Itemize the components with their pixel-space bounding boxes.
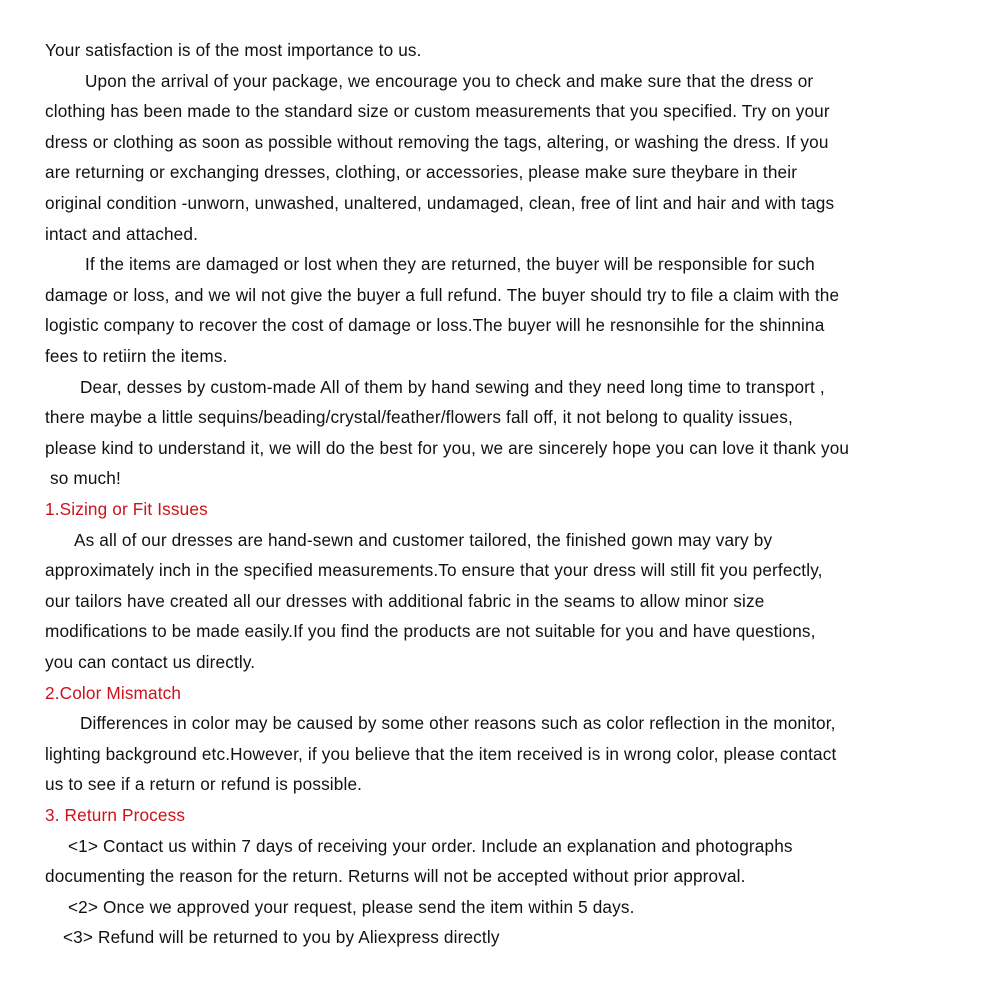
text-line: approximately inch in the specified measurements.To ensure that your dress will still fit you perfectly, — [45, 560, 823, 581]
text-line: so much! — [50, 468, 121, 489]
text-line: original condition -unworn, unwashed, unaltered, undamaged, clean, free of lint and hair and with tags — [45, 193, 835, 213]
text-line: are returning or exchanging dresses, clothing, or accessories, please make sure theybare in their — [45, 162, 798, 183]
text-line: damage or loss, and we wil not give the buyer a full refund. The buyer should try to file a claim with the — [45, 284, 840, 305]
text-line: logistic company to recover the cost of damage or loss.The buyer will he resnonsihle for the shinnina — [45, 315, 825, 336]
text-line: documenting the reason for the return. Returns will not be accepted without prior approval. — [45, 866, 746, 887]
text-line: <3> Refund will be returned to you by Aliexpress directly — [63, 927, 500, 948]
text-line: clothing has been made to the standard size or custom measurements that you specified. Try on your — [45, 101, 830, 122]
text-line: modifications to be made easily.If you find the products are not suitable for you and have questions, — [45, 621, 816, 642]
text-line: our tailors have created all our dresses with additional fabric in the seams to allow minor size — [45, 590, 765, 611]
section-heading: 3. Return Process — [45, 805, 186, 825]
text-line: As all of our dresses are hand-sewn and customer tailored, the finished gown may vary by — [74, 529, 773, 550]
text-line: Your satisfaction is of the most importance to us. — [45, 40, 422, 60]
text-line: dress or clothing as soon as possible without removing the tags, altering, or washing the dress. If you — [45, 131, 829, 152]
text-line: fees to retiirn the items. — [45, 346, 228, 366]
text-line: us to see if a return or refund is possible. — [45, 774, 363, 795]
text-line: Dear, desses by custom-made All of them by hand sewing and they need long time to transport , — [80, 376, 825, 397]
text-line: If the items are damaged or lost when they are returned, the buyer will be responsible for such — [85, 254, 815, 275]
text-line: intact and attached. — [45, 223, 199, 244]
text-line: <2> Once we approved your request, please send the item within 5 days. — [68, 896, 635, 917]
text-line: <1> Contact us within 7 days of receiving your order. Include an explanation and photographs — [68, 835, 793, 856]
section-heading: 2.Color Mismatch — [45, 682, 182, 703]
text-line: please kind to understand it, we will do the best for you, we are sincerely hope you can love it thank you — [45, 437, 850, 458]
text-line: there maybe a little sequins/beading/crystal/feather/flowers fall off, it not belong to quality issues, — [45, 407, 793, 428]
section-heading: 1.Sizing or Fit Issues — [45, 499, 208, 519]
text-line: Differences in color may be caused by some other reasons such as color reflection in the monitor, — [80, 713, 836, 734]
text-line: Upon the arrival of your package, we encourage you to check and make sure that the dress or — [85, 70, 814, 91]
text-line: you can contact us directly. — [45, 652, 256, 672]
text-line: lighting background etc.However, if you believe that the item received is in wrong color, please contact — [45, 743, 837, 764]
